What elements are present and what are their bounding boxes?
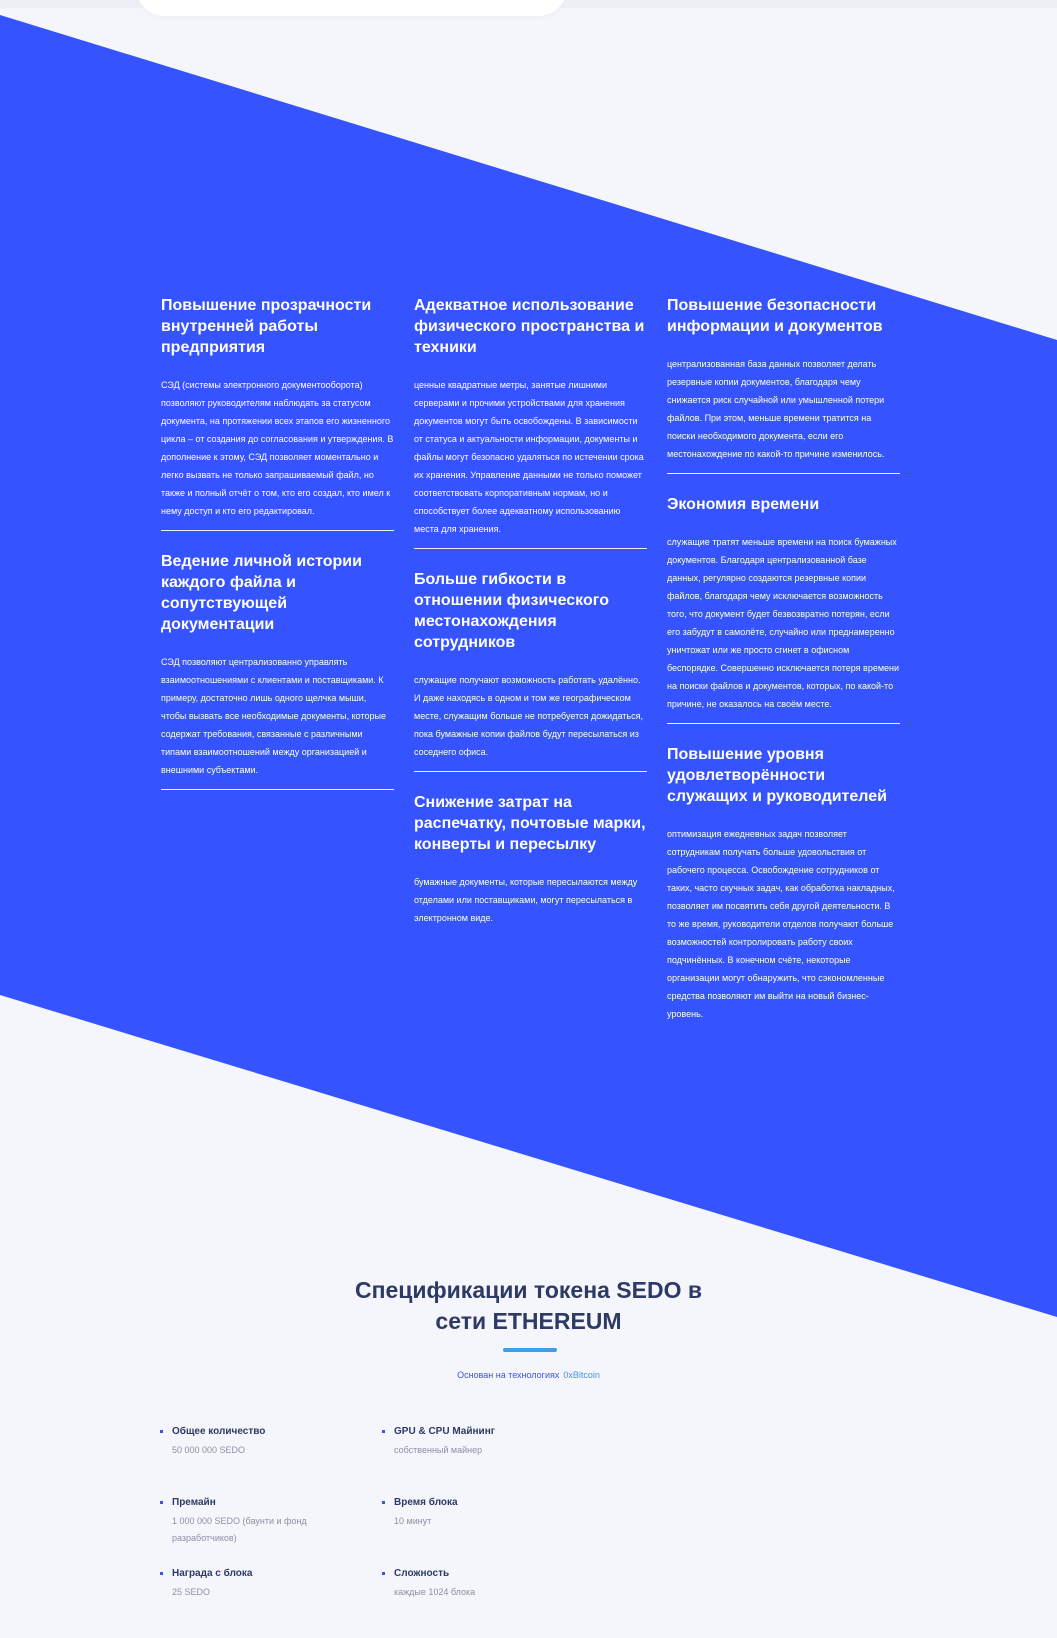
benefit-title: Повышение уровня удовлетворённости служащих и руководителей	[667, 746, 887, 805]
benefit-card	[414, 295, 647, 549]
benefits-column-2	[414, 295, 647, 1053]
benefit-text: бумажные документы, которые пересылаются между отделами или поставщиками, могут пересылаться в электронном виде.	[414, 877, 638, 923]
spec-label: Время блока	[394, 1497, 458, 1508]
benefit-text: СЭД (системы электронного документооборота) позволяют руководителям наблюдать за статусом документа, на протяжении всех этапов его жизненного цикла – от создания до согласования и утверждения. В дополнение к этому, СЭД позволяет моментально и легко вызвать не только запрашиваемый файл, но также и полный отчёт о том, кто его создал, кто имел к нему доступ и кто его редактировал.	[161, 380, 394, 516]
benefits-column-3	[667, 295, 900, 1053]
benefit-text: служащие тратят меньше времени на поиск бумажных документов. Благодаря централизованной базе данных, регулярно создаются резервные копии файлов, благодаря чему исключается возможность того, что документ будет безвозвратно потерян, если его забудут в самолёте, случайно или преднамеренно уничтожат или же просто сгинет в офисном беспорядке. Совершенно исключается потеря времени на поиски файлов и документов, которых, по какой-то причине, не оказалось на своём месте.	[667, 537, 900, 709]
spec-value: каждые 1024 блока	[394, 1587, 476, 1597]
benefit-title: Повышение прозрачности внутренней работы предприятия	[161, 297, 372, 356]
benefit-text: оптимизация ежедневных задач позволяет сотрудникам получать больше удовольствия от рабочего процесса. Освобождение сотрудников от таких, часто скучных задач, как обработка накладных, позволяет им посвятить себя другой деятельности. В то же время, руководители отделов получают больше возможностей контролировать работу своих подчинённых. В конечном счёте, некоторые организации могут обнаружить, что сэкономленные средства позволяют им выйти на новый бизнес-уровень.	[667, 829, 895, 1019]
spec-label: Сложность	[394, 1568, 450, 1579]
benefit-card	[414, 569, 647, 772]
benefit-text: централизованная база данных позволяет делать резервные копии документов, благодаря чему снижается риск случайной или умышленной потери файлов. При этом, меньше времени тратится на поиски необходимого документа, если его местонахождение по какой-то причине изменилось.	[667, 359, 885, 459]
benefit-title: Повышение безопасности информации и документов	[667, 297, 883, 335]
benefit-title: Адекватное использование физического пространства и техники	[414, 297, 645, 356]
benefit-title: Экономия времени	[667, 496, 820, 513]
benefit-card	[667, 744, 900, 1033]
benefit-title: Снижение затрат на распечатку, почтовые марки, конверты и пересылку	[414, 794, 646, 853]
benefit-text: СЭД позволяют централизованно управлять взаимоотношениями с клиентами и поставщиками. К примеру, достаточно лишь одного щелчка мыши, чтобы вызвать все необходимые документы, которые содержат требования, связанные с различными типами взаимоотношений между организацией и внешними субъектами.	[161, 657, 386, 775]
spec-value: 1 000 000 SEDO (баунти и фонд разработчиков)	[172, 1516, 307, 1543]
spec-label: Общее количество	[172, 1426, 266, 1437]
spec-value: 25 SEDO	[172, 1587, 211, 1597]
specs-title	[0, 1275, 1057, 1337]
benefit-card	[667, 494, 900, 724]
benefits-section	[161, 295, 901, 1053]
spec-item	[160, 1567, 382, 1638]
benefit-card	[667, 295, 900, 474]
benefit-text: служащие получают возможность работать удалённо. И даже находясь в одном и том же географическом месте, служащим больше не потребуется дожидаться, пока бумажные копии файлов будут пересылаться из соседнего офиса.	[414, 675, 643, 757]
spec-item	[382, 1425, 604, 1496]
spec-item	[160, 1425, 382, 1496]
spec-value: собственный майнер	[394, 1445, 483, 1455]
spec-item	[160, 1496, 382, 1567]
specs-title-line-1: Спецификации токена SEDO в	[354, 1277, 703, 1303]
spec-item	[382, 1496, 604, 1567]
title-underline	[503, 1348, 557, 1352]
benefits-column-1	[161, 295, 394, 1053]
token-spec-list	[160, 1425, 610, 1638]
benefit-title: Ведение личной истории каждого файла и сопутствующей документации	[161, 553, 362, 633]
spec-label: GPU & CPU Майнинг	[394, 1426, 495, 1437]
spec-item	[382, 1567, 604, 1638]
specs-title-line-2: сети ETHEREUM	[435, 1308, 622, 1334]
benefit-title: Больше гибкости в отношении физического местонахождения сотрудников	[414, 571, 609, 651]
benefit-card	[414, 792, 647, 937]
benefit-card	[161, 551, 394, 790]
spec-label: Награда с блока	[172, 1568, 253, 1579]
spec-value: 50 000 000 SEDO	[172, 1445, 246, 1455]
spec-label: Премайн	[172, 1497, 216, 1508]
based-on-label: Основан на технологиях	[457, 1370, 560, 1380]
top-nav-bar	[135, 0, 568, 16]
based-on-caption	[0, 1370, 1057, 1380]
benefit-text: ценные квадратные метры, занятые лишними серверами и прочими устройствами для хранения документов могут быть освобождены. В зависимости от статуса и актуальности информации, документы и файлы могут безопасно удаляться по истечении срока их хранения. Управление данными не только поможет соответствовать корпоративным нормам, но и способствует более адекватному использованию места для хранения.	[414, 380, 644, 534]
benefit-card	[161, 295, 394, 531]
spec-value: 10 минут	[394, 1516, 432, 1526]
oxbitcoin-link[interactable]: 0xBitcoin	[563, 1370, 600, 1380]
